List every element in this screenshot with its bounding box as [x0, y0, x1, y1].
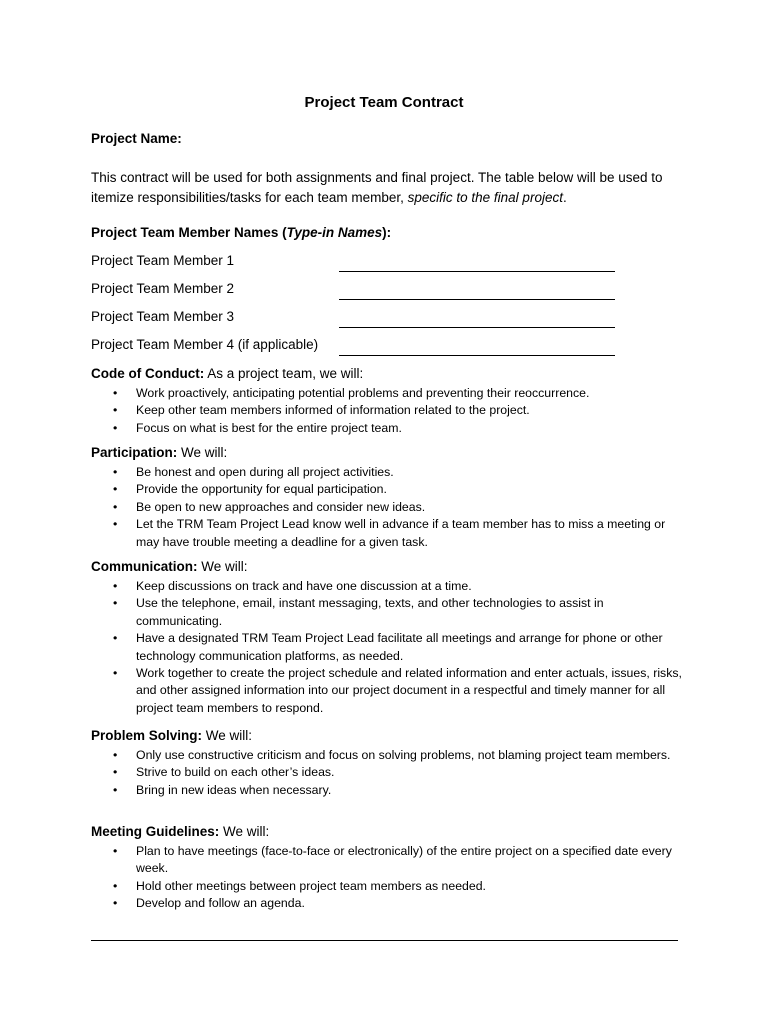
- list-item: [91, 665, 684, 717]
- members-heading: [91, 225, 391, 240]
- section-lead: We will:: [197, 559, 248, 574]
- list-item: [91, 878, 684, 895]
- bullet-icon: •: [113, 403, 118, 418]
- intro-text: This contract will be used for both assignments and final project. The table below will be used to itemize responsibilities/tasks for each team member,: [91, 170, 663, 205]
- list-item-text: Let the TRM Team Project Lead know well in advance if a team member has to miss a meeting or may have trouble meeting a deadline for a given task.: [136, 517, 666, 549]
- section-title: Communication:: [91, 559, 198, 574]
- intro-paragraph: [91, 168, 681, 207]
- section-heading: [91, 444, 691, 462]
- section-heading: [91, 823, 691, 841]
- list-item: [91, 464, 684, 481]
- section-communication: [91, 558, 691, 717]
- bullet-icon: •: [113, 878, 118, 893]
- intro-end: .: [562, 189, 567, 205]
- section-heading: [91, 727, 691, 745]
- section-participation: [91, 444, 691, 551]
- list-item-text: Keep other team members informed of information related to the project.: [136, 403, 530, 418]
- list-item-text: Focus on what is best for the entire project team.: [136, 420, 402, 435]
- bullet-icon: •: [113, 596, 118, 611]
- bullet-icon: •: [113, 666, 118, 681]
- members-heading-a: Project Team Member Names (: [91, 225, 287, 240]
- member-name-field[interactable]: [339, 327, 615, 328]
- section-title: Code of Conduct:: [91, 366, 205, 381]
- bullet-icon: •: [113, 782, 118, 797]
- section-title: Problem Solving:: [91, 728, 203, 743]
- list-item: [91, 385, 684, 402]
- list-item-text: Keep discussions on track and have one discussion at a time.: [136, 579, 472, 593]
- member-row-3: [91, 309, 621, 329]
- list-item-text: Provide the opportunity for equal participation.: [136, 482, 387, 497]
- list-item: [91, 895, 684, 912]
- project-name-label: Project Name:: [91, 131, 182, 146]
- list-item: [91, 420, 684, 437]
- member-name-field[interactable]: [339, 355, 615, 356]
- bullet-icon: •: [113, 420, 118, 435]
- list-item: [91, 481, 684, 498]
- member-row-1: [91, 253, 621, 273]
- section-lead: As a project team, we will:: [204, 366, 364, 381]
- bullet-list: [91, 578, 691, 717]
- bullet-icon: •: [113, 499, 118, 514]
- bullet-icon: •: [113, 517, 118, 532]
- member-label: Project Team Member 1: [91, 253, 235, 268]
- list-item-text: Work proactively, anticipating potential problems and preventing their reoccurrence.: [136, 386, 590, 400]
- section-heading: [91, 558, 691, 576]
- member-name-field[interactable]: [339, 299, 615, 300]
- bullet-icon: •: [113, 765, 118, 780]
- bullet-list: [91, 385, 691, 437]
- list-item-text: Hold other meetings between project team members as needed.: [136, 878, 486, 893]
- list-item-text: Strive to build on each other’s ideas.: [136, 765, 335, 780]
- bullet-icon: •: [113, 465, 118, 479]
- list-item: [91, 630, 684, 665]
- list-item: [91, 782, 684, 799]
- list-item-text: Work together to create the project schedule and related information and enter actuals, issues, risks, and other assigned information into our project document in a respectful and timely manner for all project team members to respond.: [136, 666, 682, 715]
- list-item: [91, 499, 684, 516]
- members-heading-b: ):: [382, 225, 392, 240]
- section-lead: We will:: [202, 728, 253, 743]
- list-item-text: Be honest and open during all project activities.: [136, 465, 394, 479]
- list-item-text: Bring in new ideas when necessary.: [136, 782, 332, 797]
- list-item-text: Be open to new approaches and consider new ideas.: [136, 499, 426, 514]
- member-label: Project Team Member 4 (if applicable): [91, 337, 319, 352]
- bullet-list: [91, 843, 691, 913]
- bullet-icon: •: [113, 631, 118, 646]
- bottom-divider: [91, 940, 678, 941]
- section-heading: [91, 365, 691, 383]
- bullet-list: [91, 464, 691, 551]
- section-lead: We will:: [219, 824, 270, 839]
- intro-italic: specific to the final project: [407, 189, 563, 205]
- list-item-text: Use the telephone, email, instant messaging, texts, and other technologies to assist in communicating.: [136, 596, 604, 628]
- bullet-icon: •: [113, 482, 118, 497]
- list-item: [91, 516, 684, 551]
- members-heading-italic: Type-in Names: [286, 225, 383, 240]
- section-lead: We will:: [177, 445, 228, 460]
- member-label: Project Team Member 3: [91, 309, 235, 324]
- section-code-of-conduct: [91, 365, 691, 437]
- member-row-2: [91, 281, 621, 301]
- list-item-text: Only use constructive criticism and focus on solving problems, not blaming project team members.: [136, 748, 671, 762]
- document-title: Project Team Contract: [304, 94, 464, 111]
- list-item: [91, 764, 684, 781]
- section-title: Participation:: [91, 445, 178, 460]
- section-meeting-guidelines: [91, 823, 691, 913]
- bullet-icon: •: [113, 748, 118, 762]
- bullet-icon: •: [113, 896, 118, 911]
- list-item-text: Plan to have meetings (face-to-face or electronically) of the entire project on a specified date every week.: [136, 844, 672, 876]
- list-item: [91, 578, 684, 595]
- member-label: Project Team Member 2: [91, 281, 235, 296]
- section-title: Meeting Guidelines:: [91, 824, 220, 839]
- list-item: [91, 595, 684, 630]
- list-item: [91, 843, 684, 878]
- section-problem-solving: [91, 727, 691, 799]
- bullet-icon: •: [113, 386, 118, 400]
- member-name-field[interactable]: [339, 271, 615, 272]
- member-row-4: [91, 337, 621, 357]
- bullet-icon: •: [113, 579, 118, 593]
- bullet-list: [91, 747, 691, 799]
- list-item-text: Develop and follow an agenda.: [136, 896, 305, 911]
- list-item-text: Have a designated TRM Team Project Lead facilitate all meetings and arrange for phone or other technology communication platforms, as needed.: [136, 631, 663, 663]
- bullet-icon: •: [113, 844, 118, 858]
- list-item: [91, 402, 684, 419]
- list-item: [91, 747, 684, 764]
